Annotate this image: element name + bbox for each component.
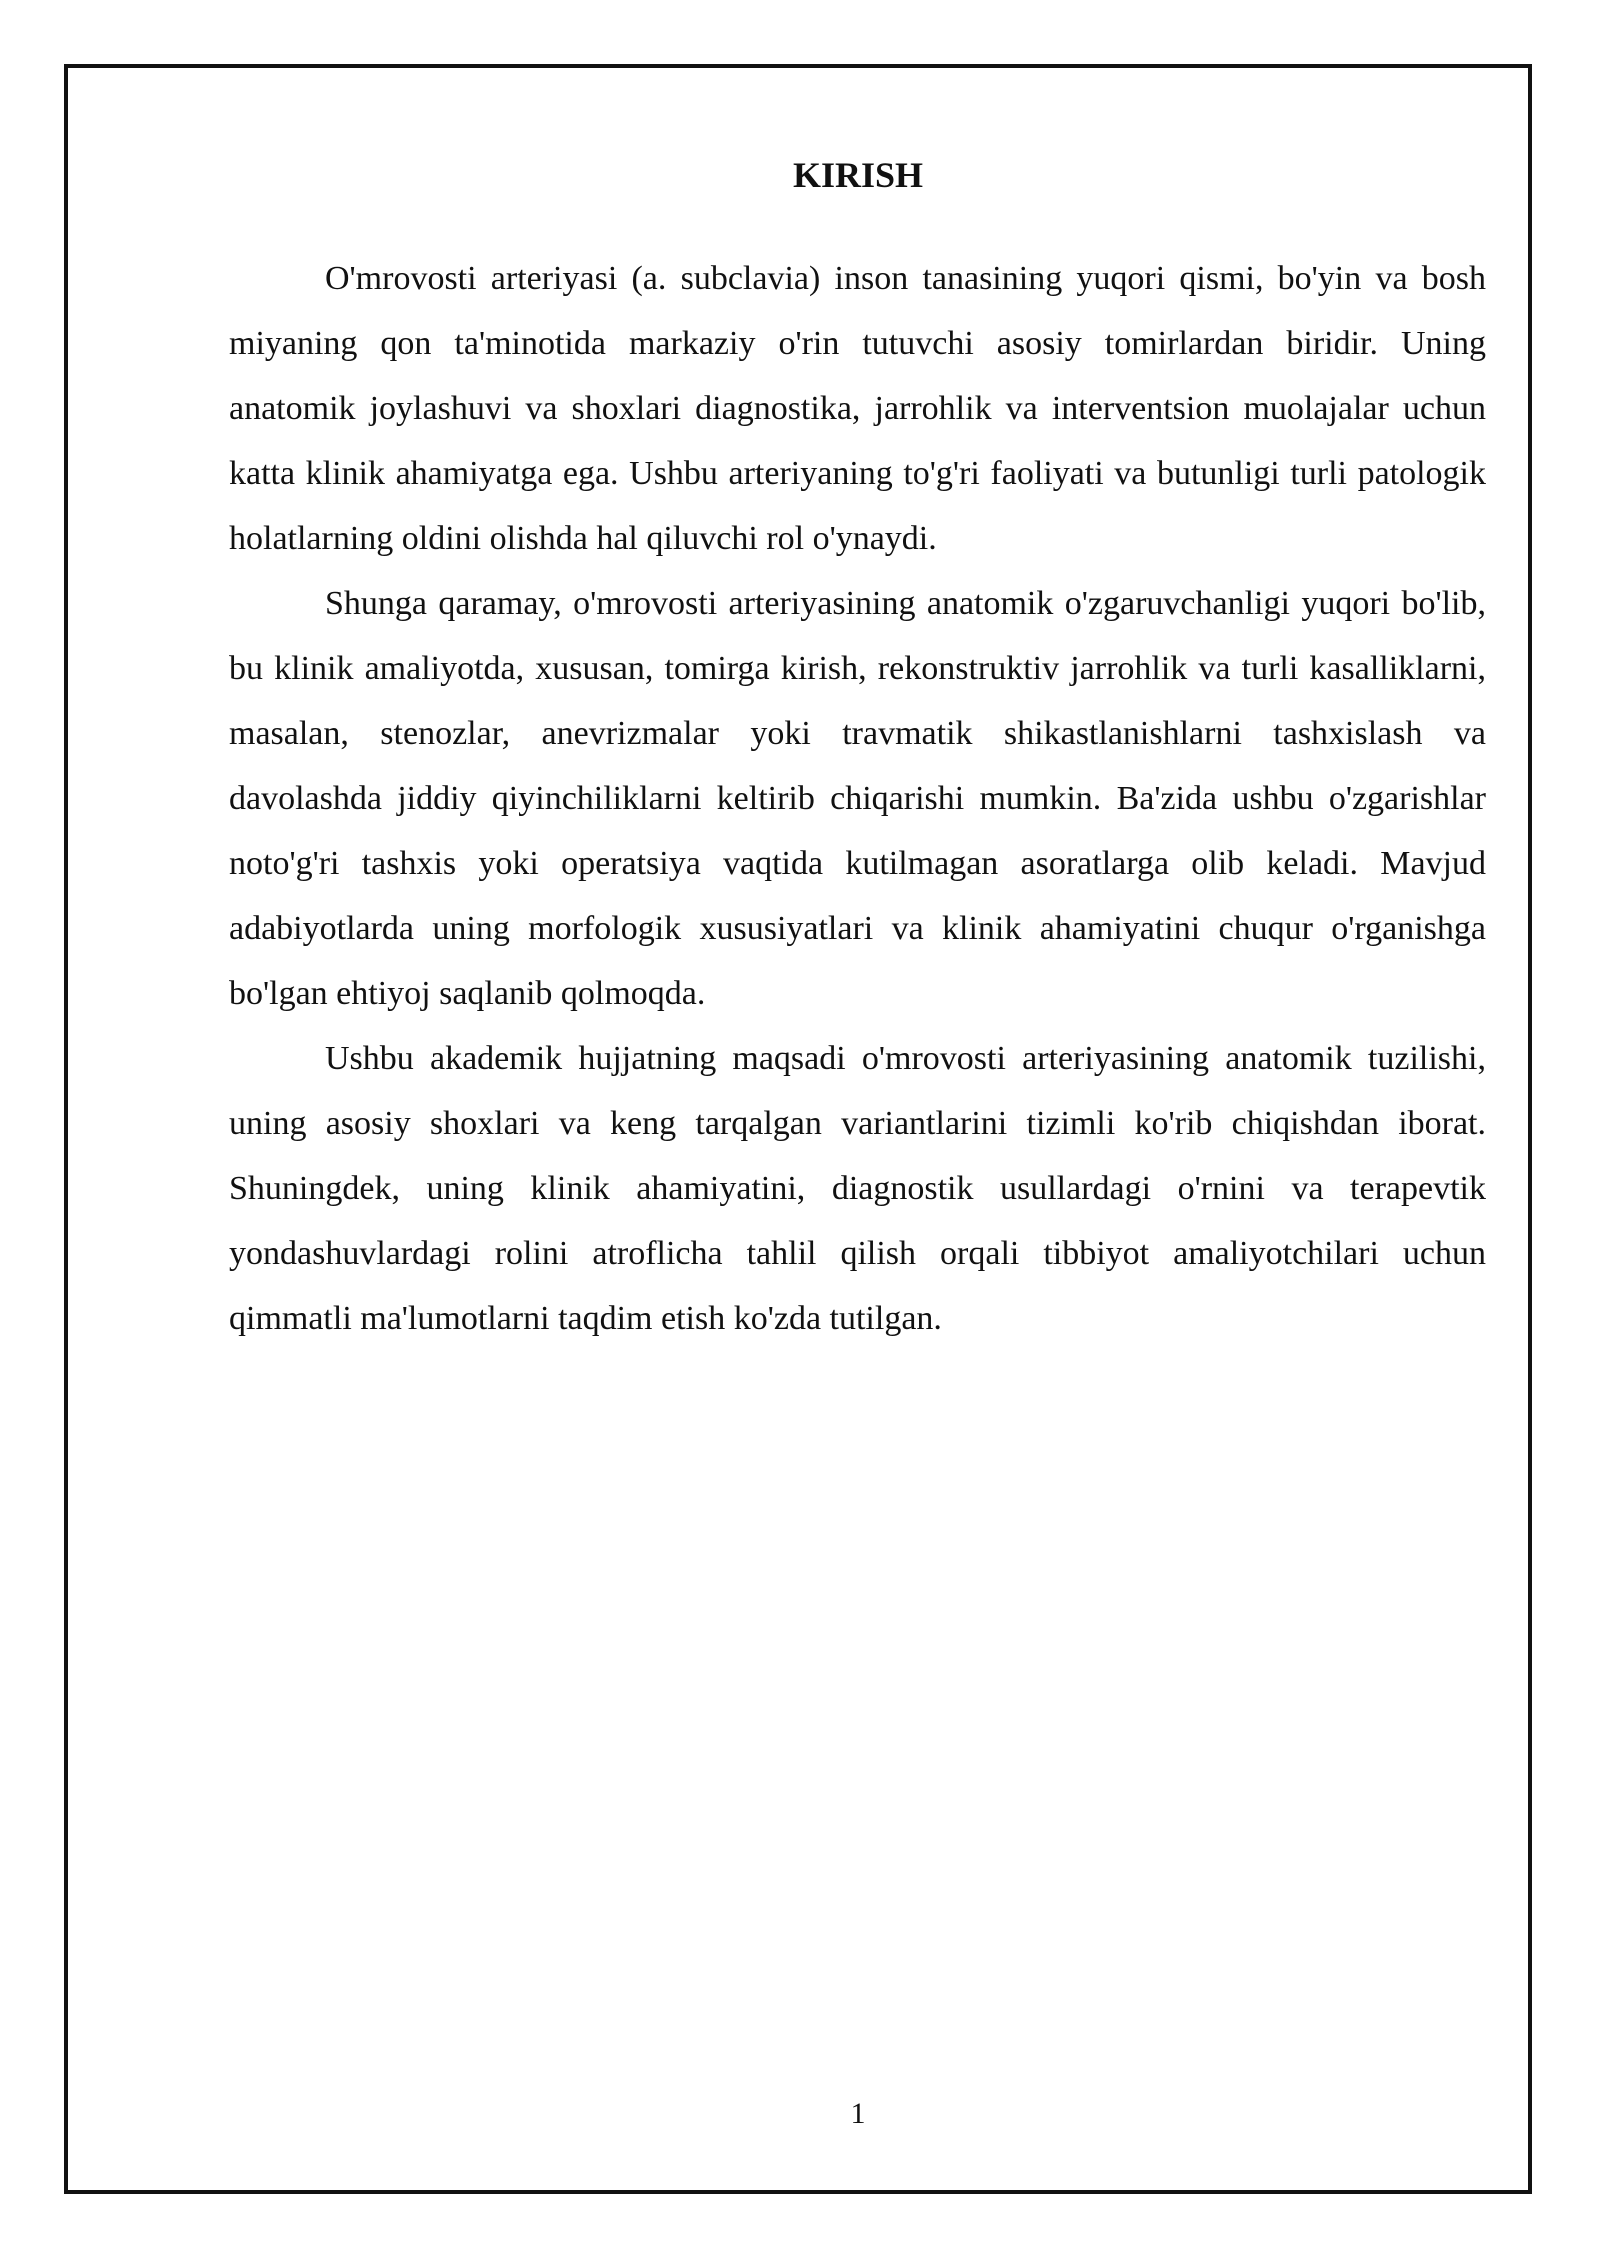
paragraph-2: Shunga qaramay, o'mrovosti arteriyasining anatomik o'zgaruvchanligi yuqori bo'lib, bu klinik amaliyotda, xususan, tomirga kirish, rekonstruktiv jarrohlik va turli kasalliklarni, masalan, stenozlar, anevrizmalar yoki travmatik shikastlanishlarni tashxislash va davolashda jiddiy qiyinchiliklarni keltirib chiqarishi mumkin. Ba'zida ushbu o'zgarishlar noto'g'ri tashxis yoki operatsiya vaqtida kutilmagan asoratlarga olib keladi. Mavjud adabiyotlarda uning morfologik xususiyatlari va klinik ahamiyatini chuqur o'rganishga bo'lgan ehtiyoj saqlanib qolmoqda. — [229, 585, 1486, 1012]
page-title: KIRISH — [792, 155, 924, 195]
paragraph-1: O'mrovosti arteriyasi (a. subclavia) inson tanasining yuqori qismi, bo'yin va bosh miyaning qon ta'minotida markaziy o'rin tutuvchi asosiy tomirlardan biridir. Uning anatomik joylashuvi va shoxlari diagnostika, jarrohlik va interventsion muolajalar uchun katta klinik ahamiyatga ega. Ushbu arteriyaning to'g'ri faoliyati va butunligi turli patologik holatlarning oldini olishda hal qiluvchi rol o'ynaydi. — [229, 260, 1486, 557]
document-body — [229, 246, 1486, 1351]
page-number: 1 — [850, 2097, 866, 2130]
paragraph-3: Ushbu akademik hujjatning maqsadi o'mrovosti arteriyasining anatomik tuzilishi, uning asosiy shoxlari va keng tarqalgan variantlarini tizimli ko'rib chiqishdan iborat. Shuningdek, uning klinik ahamiyatini, diagnostik usullardagi o'rnini va terapevtik yondashuvlardagi rolini atroflicha tahlil qilish orqali tibbiyot amaliyotchilari uchun qimmatli ma'lumotlarni taqdim etish ko'zda tutilgan. — [229, 1040, 1486, 1337]
